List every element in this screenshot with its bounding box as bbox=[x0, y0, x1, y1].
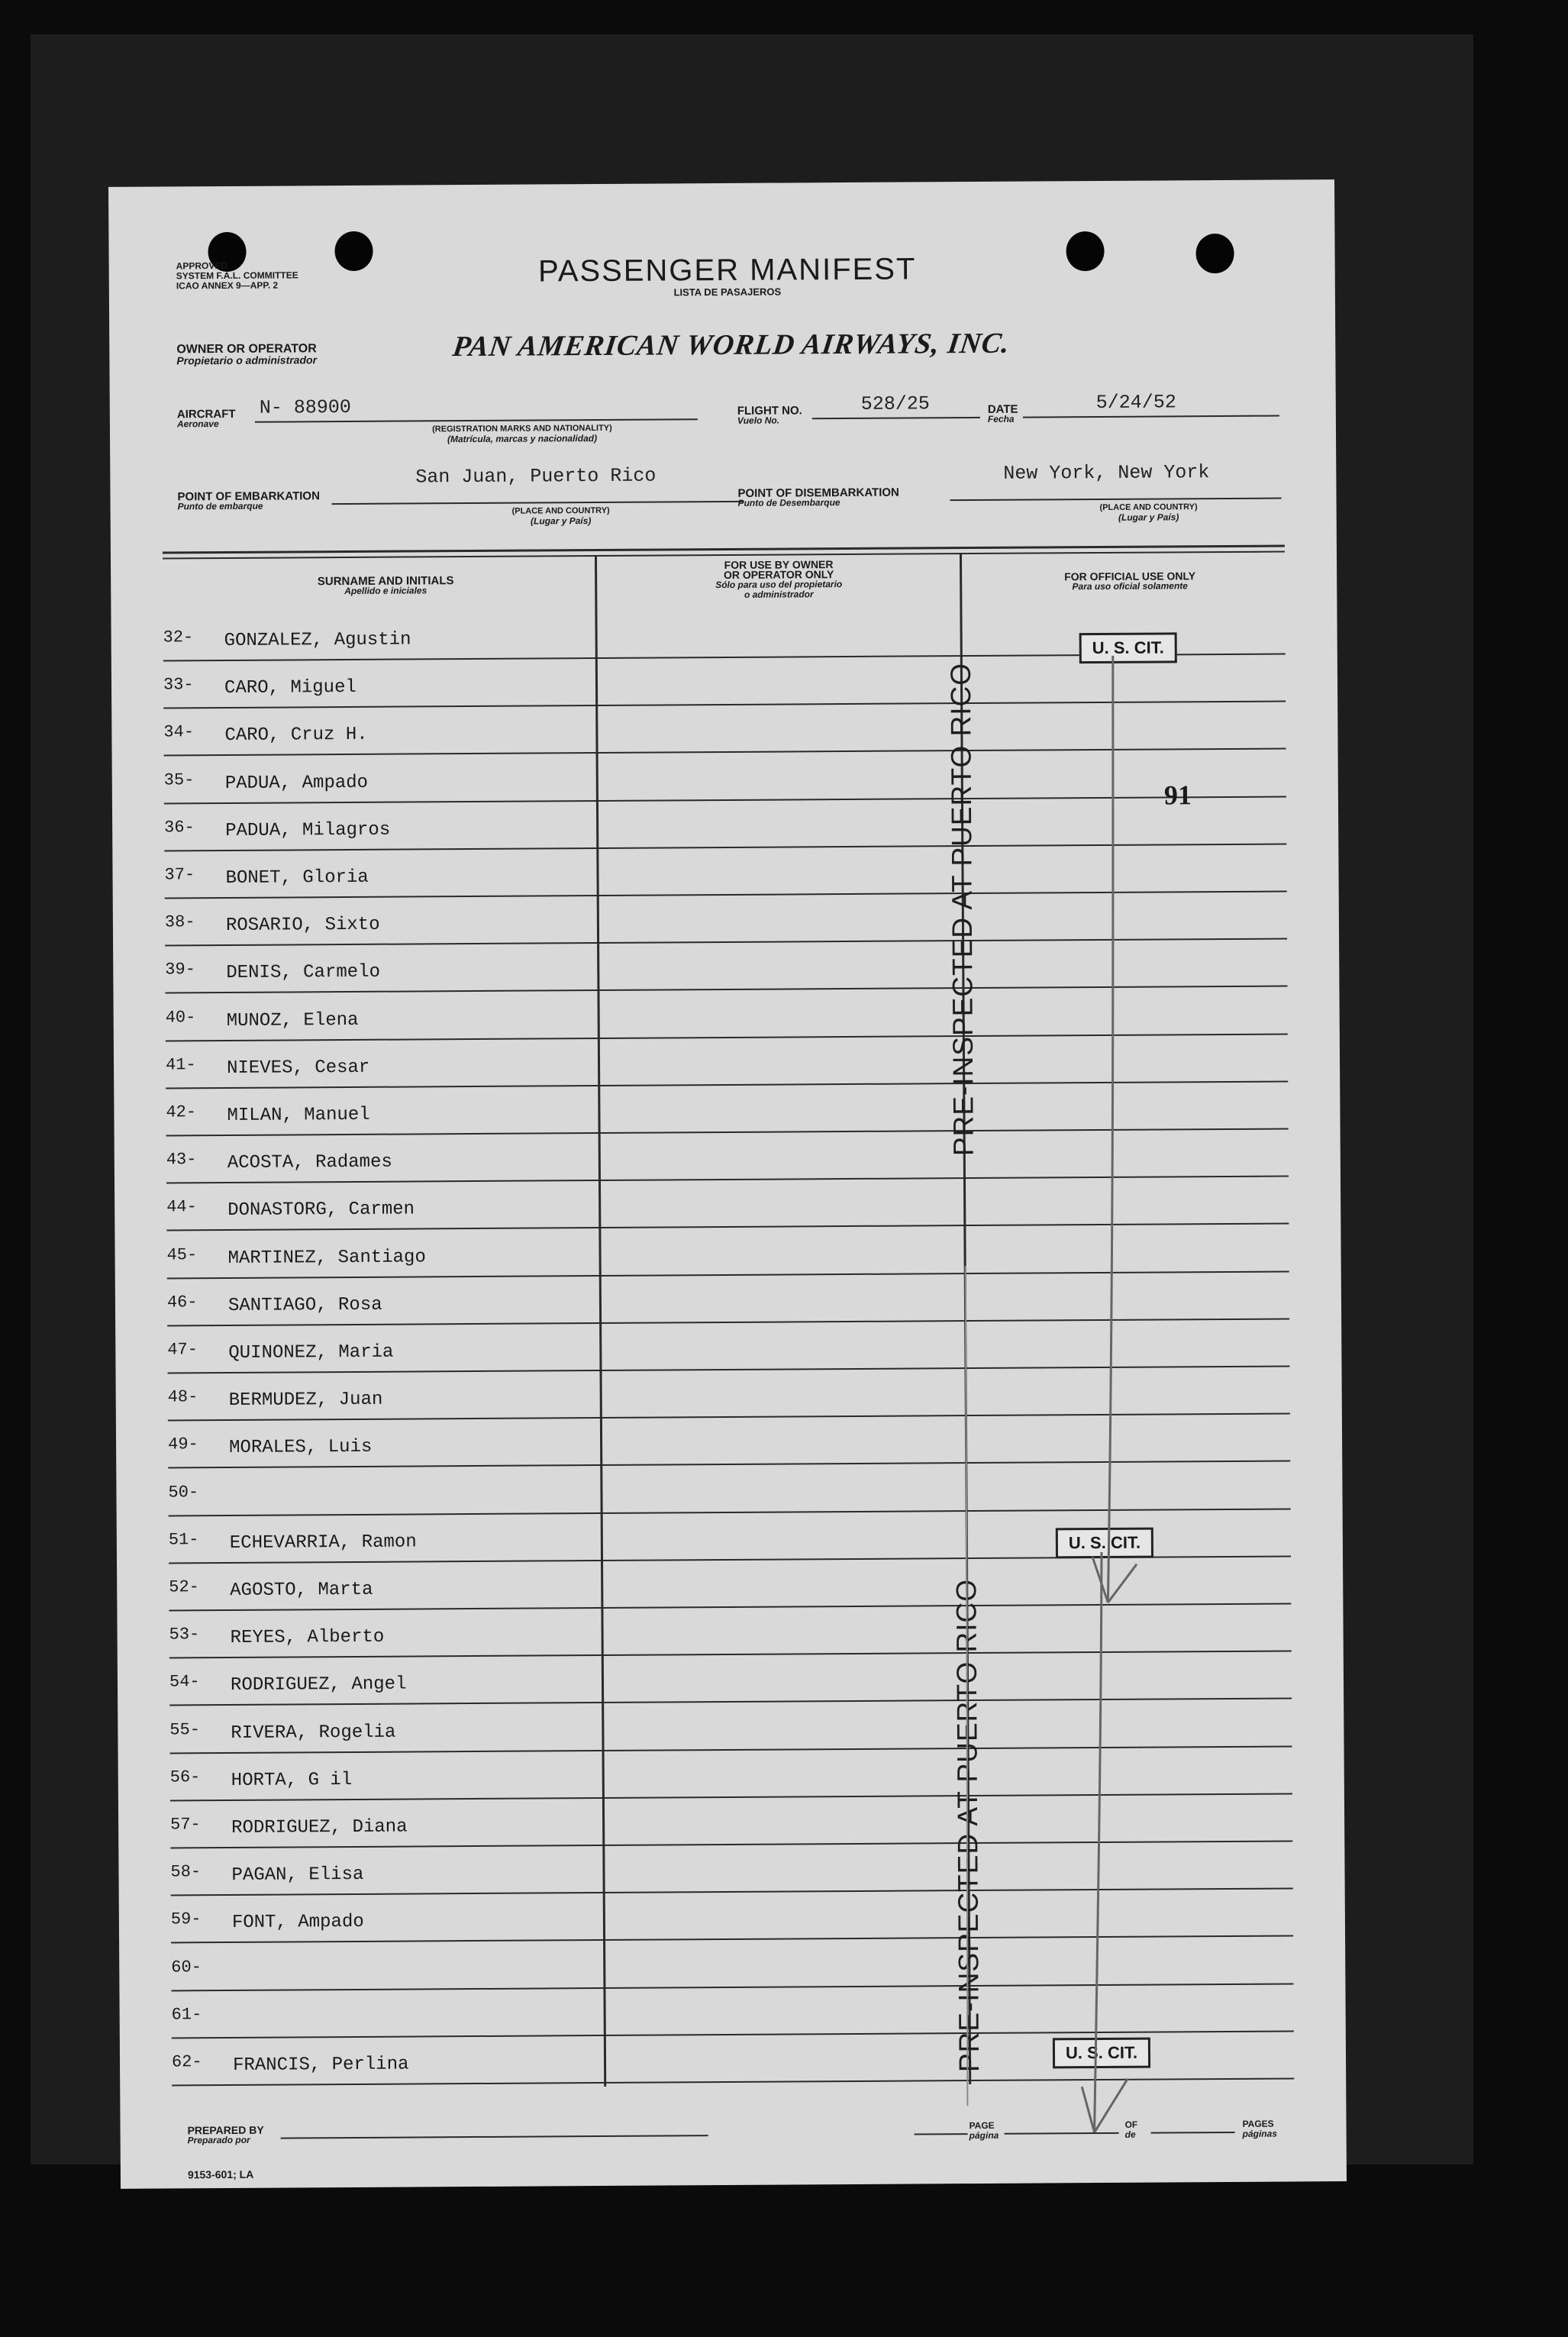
passenger-name: PAGAN, Elisa bbox=[231, 1864, 364, 1887]
passenger-name: DENIS, Carmelo bbox=[226, 962, 381, 984]
passenger-name: AGOSTO, Marta bbox=[230, 1579, 373, 1601]
place-note: (PLACE AND COUNTRY) bbox=[511, 505, 610, 516]
col2-header-l2: OR OPERATOR ONLY bbox=[723, 568, 834, 581]
page-label-es: página bbox=[969, 2129, 999, 2142]
flight-value: 528/25 bbox=[860, 392, 930, 415]
row-number: 36- bbox=[164, 818, 195, 838]
row-number: 45- bbox=[166, 1244, 198, 1265]
approved-label: APPROVED bbox=[176, 260, 228, 272]
us-citizen-stamp: U. S. CIT. bbox=[1053, 2038, 1150, 2069]
embark-value: San Juan, Puerto Rico bbox=[415, 464, 657, 489]
aircraft-value: N- 88900 bbox=[259, 395, 351, 419]
row-number: 50- bbox=[168, 1482, 199, 1503]
embark-label-es: Punto de embarque bbox=[177, 500, 263, 512]
flight-label: FLIGHT NO. bbox=[737, 404, 802, 418]
passenger-name: FONT, Ampado bbox=[231, 1912, 364, 1934]
col3-header-es: Para uso oficial solamente bbox=[1072, 580, 1188, 592]
aircraft-label: AIRCRAFT bbox=[176, 407, 236, 421]
of-label-es: de bbox=[1124, 2129, 1136, 2140]
row-number: 37- bbox=[164, 865, 195, 885]
of-label: OF bbox=[1124, 2119, 1138, 2130]
handwritten-note: 91 bbox=[1163, 780, 1192, 811]
row-number: 53- bbox=[169, 1625, 200, 1645]
row-number: 44- bbox=[166, 1197, 197, 1217]
row-number: 56- bbox=[169, 1767, 201, 1787]
owner-value: PAN AMERICAN WORLD AIRWAYS, INC. bbox=[450, 327, 1012, 363]
prepared-by-block bbox=[187, 2123, 264, 2146]
row-number: 51- bbox=[168, 1530, 199, 1550]
row-number: 59- bbox=[170, 1909, 202, 1929]
col2-header bbox=[615, 559, 943, 601]
registration-note-es: (Matrícula, marcas y nacionalidad) bbox=[447, 433, 598, 445]
us-citizen-stamp: U. S. CIT. bbox=[1079, 632, 1177, 663]
form-title-es: LISTA DE PASAJEROS bbox=[673, 286, 782, 299]
prepared-by-label-es: Preparado por bbox=[187, 2134, 250, 2146]
approval-block bbox=[176, 260, 298, 291]
passenger-name: DONASTORG, Carmen bbox=[227, 1199, 415, 1222]
passenger-name: ACOSTA, Radames bbox=[227, 1151, 392, 1174]
passenger-name: MORALES, Luis bbox=[229, 1437, 373, 1459]
passenger-name: HORTA, G il bbox=[231, 1769, 353, 1791]
manifest-sheet bbox=[108, 179, 1347, 2189]
row-number: 46- bbox=[166, 1293, 198, 1312]
row-number: 52- bbox=[169, 1577, 199, 1597]
col3-header bbox=[981, 571, 1279, 592]
passenger-name: BERMUDEZ, Juan bbox=[228, 1389, 383, 1412]
passenger-name: ECHEVARRIA, Ramon bbox=[229, 1532, 417, 1554]
row-number: 54- bbox=[169, 1672, 200, 1692]
row-number: 41- bbox=[165, 1055, 196, 1075]
col3-header-text: FOR OFFICIAL USE ONLY bbox=[1064, 570, 1196, 583]
row-number: 62- bbox=[171, 2052, 202, 2072]
row-number: 39- bbox=[165, 960, 195, 980]
prepared-by-label: PREPARED BY bbox=[187, 2123, 264, 2137]
pages-label-block bbox=[1243, 2119, 1278, 2139]
row-number: 43- bbox=[166, 1150, 197, 1170]
row-number: 57- bbox=[170, 1815, 201, 1835]
form-title: PASSENGER MANIFEST bbox=[537, 252, 917, 289]
owner-label-block bbox=[176, 343, 317, 366]
embark-label: POINT OF EMBARKATION bbox=[177, 489, 320, 504]
passenger-name: CARO, Cruz H. bbox=[224, 725, 368, 747]
row-number: 48- bbox=[167, 1387, 198, 1407]
disembark-label-block bbox=[737, 488, 899, 508]
passenger-name: QUINONEZ, Maria bbox=[228, 1341, 394, 1364]
passenger-name: PADUA, Ampado bbox=[224, 772, 369, 794]
owner-label-es: Propietario o administrador bbox=[176, 353, 318, 367]
passenger-name: MARTINEZ, Santiago bbox=[227, 1246, 426, 1269]
passenger-name: PADUA, Milagros bbox=[225, 819, 391, 841]
aircraft-label-block bbox=[177, 409, 236, 429]
col2-header-es-l2: o administrador bbox=[744, 589, 814, 600]
flight-label-block bbox=[737, 405, 802, 426]
passenger-name: GONZALEZ, Agustin bbox=[224, 629, 411, 651]
page-label: PAGE bbox=[969, 2119, 995, 2132]
row-number: 58- bbox=[170, 1862, 202, 1882]
row-number: 47- bbox=[167, 1340, 198, 1360]
passenger-name: SANTIAGO, Rosa bbox=[227, 1294, 382, 1316]
row-number: 49- bbox=[168, 1435, 198, 1454]
punch-hole bbox=[1195, 234, 1234, 273]
passenger-name: CARO, Miguel bbox=[224, 677, 357, 699]
passenger-name: FRANCIS, Perlina bbox=[232, 2054, 409, 2076]
column-divider bbox=[595, 555, 606, 2087]
passenger-name: REYES, Alberto bbox=[230, 1626, 385, 1649]
col1-header-text: SURNAME AND INITIALS bbox=[317, 574, 454, 589]
row-number: 35- bbox=[163, 770, 195, 790]
row-number: 55- bbox=[169, 1719, 201, 1740]
row-number: 60- bbox=[171, 1957, 202, 1977]
passenger-name: BONET, Gloria bbox=[225, 867, 369, 889]
passenger-name: MUNOZ, Elena bbox=[226, 1009, 359, 1031]
col1-header bbox=[202, 575, 569, 597]
flight-label-es: Vuelo No. bbox=[737, 415, 780, 426]
row-number: 33- bbox=[163, 675, 194, 695]
form-code: 9153-601; LA bbox=[187, 2168, 254, 2181]
pencil-bracket bbox=[1066, 648, 1163, 1611]
passenger-name: RODRIGUEZ, Angel bbox=[230, 1674, 407, 1696]
place-note-es: (Lugar y País) bbox=[530, 515, 592, 527]
pencil-bracket bbox=[1040, 1545, 1136, 2141]
place-note-es: (Lugar y País) bbox=[1118, 512, 1179, 523]
punch-hole bbox=[334, 231, 373, 271]
of-label-block bbox=[1125, 2120, 1138, 2140]
aircraft-label-es: Aeronave bbox=[176, 418, 219, 430]
col2-header-es-l1: Sólo para uso del propietario bbox=[715, 579, 843, 591]
committee-label: SYSTEM F.A.L. COMMITTEE bbox=[176, 270, 298, 282]
disembark-value: New York, New York bbox=[1003, 461, 1210, 485]
annex-label: ICAO ANNEX 9—APP. 2 bbox=[176, 279, 279, 292]
row-number: 34- bbox=[163, 722, 195, 742]
date-label-es: Fecha bbox=[987, 413, 1015, 424]
row-number: 42- bbox=[166, 1102, 197, 1122]
preinspected-stamp: PRE-INSPECTED AT PUERTO RICO bbox=[944, 662, 979, 1157]
pages-label-es: páginas bbox=[1242, 2128, 1278, 2139]
page-label-block bbox=[970, 2121, 999, 2141]
passenger-name: ROSARIO, Sixto bbox=[225, 914, 380, 937]
col1-header-es: Apellido e iniciales bbox=[344, 585, 427, 597]
owner-label: OWNER OR OPERATOR bbox=[176, 342, 317, 357]
passenger-name: RIVERA, Rogelia bbox=[231, 1722, 396, 1744]
passenger-name: MILAN, Manuel bbox=[227, 1104, 370, 1126]
passenger-name: NIEVES, Cesar bbox=[226, 1057, 370, 1079]
disembark-label: POINT OF DISEMBARKATION bbox=[737, 486, 899, 500]
preinspected-stamp: PRE-INSPECTED AT PUERTO RICO bbox=[950, 1578, 986, 2073]
row-number: 32- bbox=[163, 628, 194, 647]
date-value: 5/24/52 bbox=[1095, 391, 1176, 415]
punch-hole bbox=[1066, 231, 1104, 271]
passenger-name: RODRIGUEZ, Diana bbox=[231, 1816, 408, 1838]
pages-label: PAGES bbox=[1242, 2118, 1274, 2129]
us-citizen-stamp: U. S. CIT. bbox=[1056, 1528, 1153, 1559]
col2-header-l1: FOR USE BY OWNER bbox=[724, 558, 834, 571]
date-label: DATE bbox=[987, 402, 1018, 416]
date-label-block bbox=[987, 402, 1018, 424]
pencil-stroke bbox=[955, 1258, 991, 2113]
row-number: 40- bbox=[165, 1007, 196, 1028]
registration-note: (REGISTRATION MARKS AND NATIONALITY) bbox=[432, 423, 612, 434]
embark-label-block bbox=[177, 491, 320, 512]
row-number: 38- bbox=[164, 912, 195, 932]
place-note: (PLACE AND COUNTRY) bbox=[1099, 502, 1198, 512]
disembark-label-es: Punto de Desembarque bbox=[737, 497, 840, 508]
row-number: 61- bbox=[171, 2005, 202, 2025]
